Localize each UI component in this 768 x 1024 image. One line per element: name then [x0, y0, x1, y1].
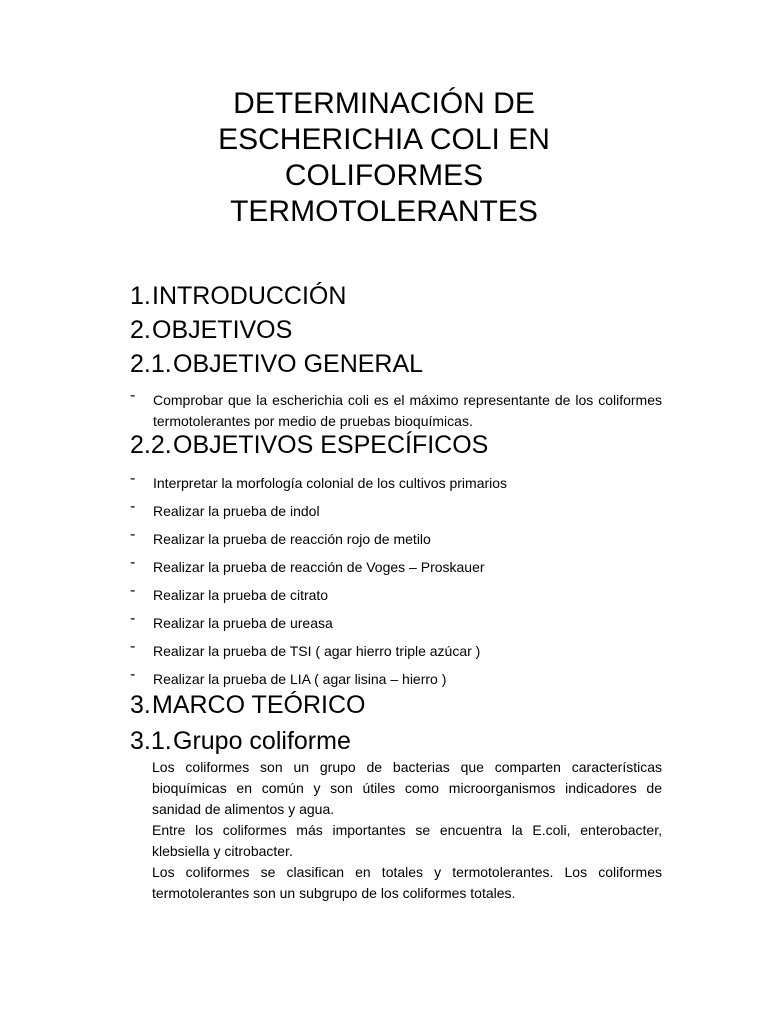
bullet-dash: -	[130, 498, 136, 515]
specific-objective-item	[130, 498, 662, 522]
heading-marco-teorico: 3.MARCO TEÓRICO	[130, 691, 366, 719]
specific-objective-text: Realizar la prueba de reacción de Voges – Proskauer	[153, 559, 485, 575]
bullet-dash: -	[130, 387, 136, 404]
title-line: TERMOTOLERANTES	[230, 195, 538, 228]
bullet-dash: -	[130, 526, 136, 543]
heading-objetivos-especificos: 2.2.OBJETIVOS ESPECÍFICOS	[130, 431, 489, 459]
document-title	[130, 86, 638, 230]
specific-objective-text: Realizar la prueba de ureasa	[153, 615, 333, 631]
title-line: ESCHERICHIA COLI EN	[218, 123, 550, 156]
body-paragraph: Los coliformes son un grupo de bacterias que comparten características bioquímicas en común y son útiles como microorganismos indicadores de sanidad de alimentos y agua.	[152, 759, 662, 817]
body-paragraph: Entre los coliformes más importantes se encuentra la E.coli, enterobacter, klebsiella y citrobacter.	[152, 822, 662, 859]
grupo-coliforme-body	[152, 757, 662, 904]
bullet-dash: -	[130, 470, 136, 487]
specific-objective-text: Realizar la prueba de reacción rojo de metilo	[153, 531, 431, 547]
heading-objetivos: 2.OBJETIVOS	[130, 316, 293, 344]
heading-grupo-coliforme: 3.1.Grupo coliforme	[130, 727, 351, 755]
specific-objective-item	[130, 666, 662, 690]
title-line: DETERMINACIÓN DE	[233, 87, 535, 120]
bullet-dash: -	[130, 582, 136, 599]
specific-objective-item	[130, 470, 662, 494]
general-objective-text: Comprobar que la escherichia coli es el máximo representante de los coliformes termotolerantes por medio de pruebas bioquímicas.	[153, 392, 662, 429]
specific-objective-text: Realizar la prueba de LIA ( agar lisina – hierro )	[153, 671, 447, 687]
specific-objective-text: Realizar la prueba de citrato	[153, 587, 329, 603]
general-objective-item	[130, 387, 662, 432]
specific-objective-text: Interpretar la morfología colonial de los cultivos primarios	[153, 475, 508, 491]
specific-objective-text: Realizar la prueba de TSI ( agar hierro triple azúcar )	[153, 643, 481, 659]
bullet-dash: -	[130, 638, 136, 655]
specific-objective-item	[130, 582, 662, 606]
bullet-dash: -	[130, 610, 136, 627]
title-line: COLIFORMES	[284, 159, 484, 192]
heading-objetivo-general: 2.1.OBJETIVO GENERAL	[130, 350, 424, 378]
specific-objective-item	[130, 554, 662, 578]
bullet-dash: -	[130, 666, 136, 683]
specific-objective-item	[130, 638, 662, 662]
specific-objective-item	[130, 610, 662, 634]
bullet-dash: -	[130, 554, 136, 571]
specific-objective-item	[130, 526, 662, 550]
specific-objective-text: Realizar la prueba de indol	[153, 503, 320, 519]
body-paragraph: Los coliformes se clasifican en totales y termotolerantes. Los coliformes termotolerantes son un subgrupo de los coliformes totales.	[152, 864, 662, 901]
heading-introduccion: 1.INTRODUCCIÓN	[130, 282, 347, 310]
